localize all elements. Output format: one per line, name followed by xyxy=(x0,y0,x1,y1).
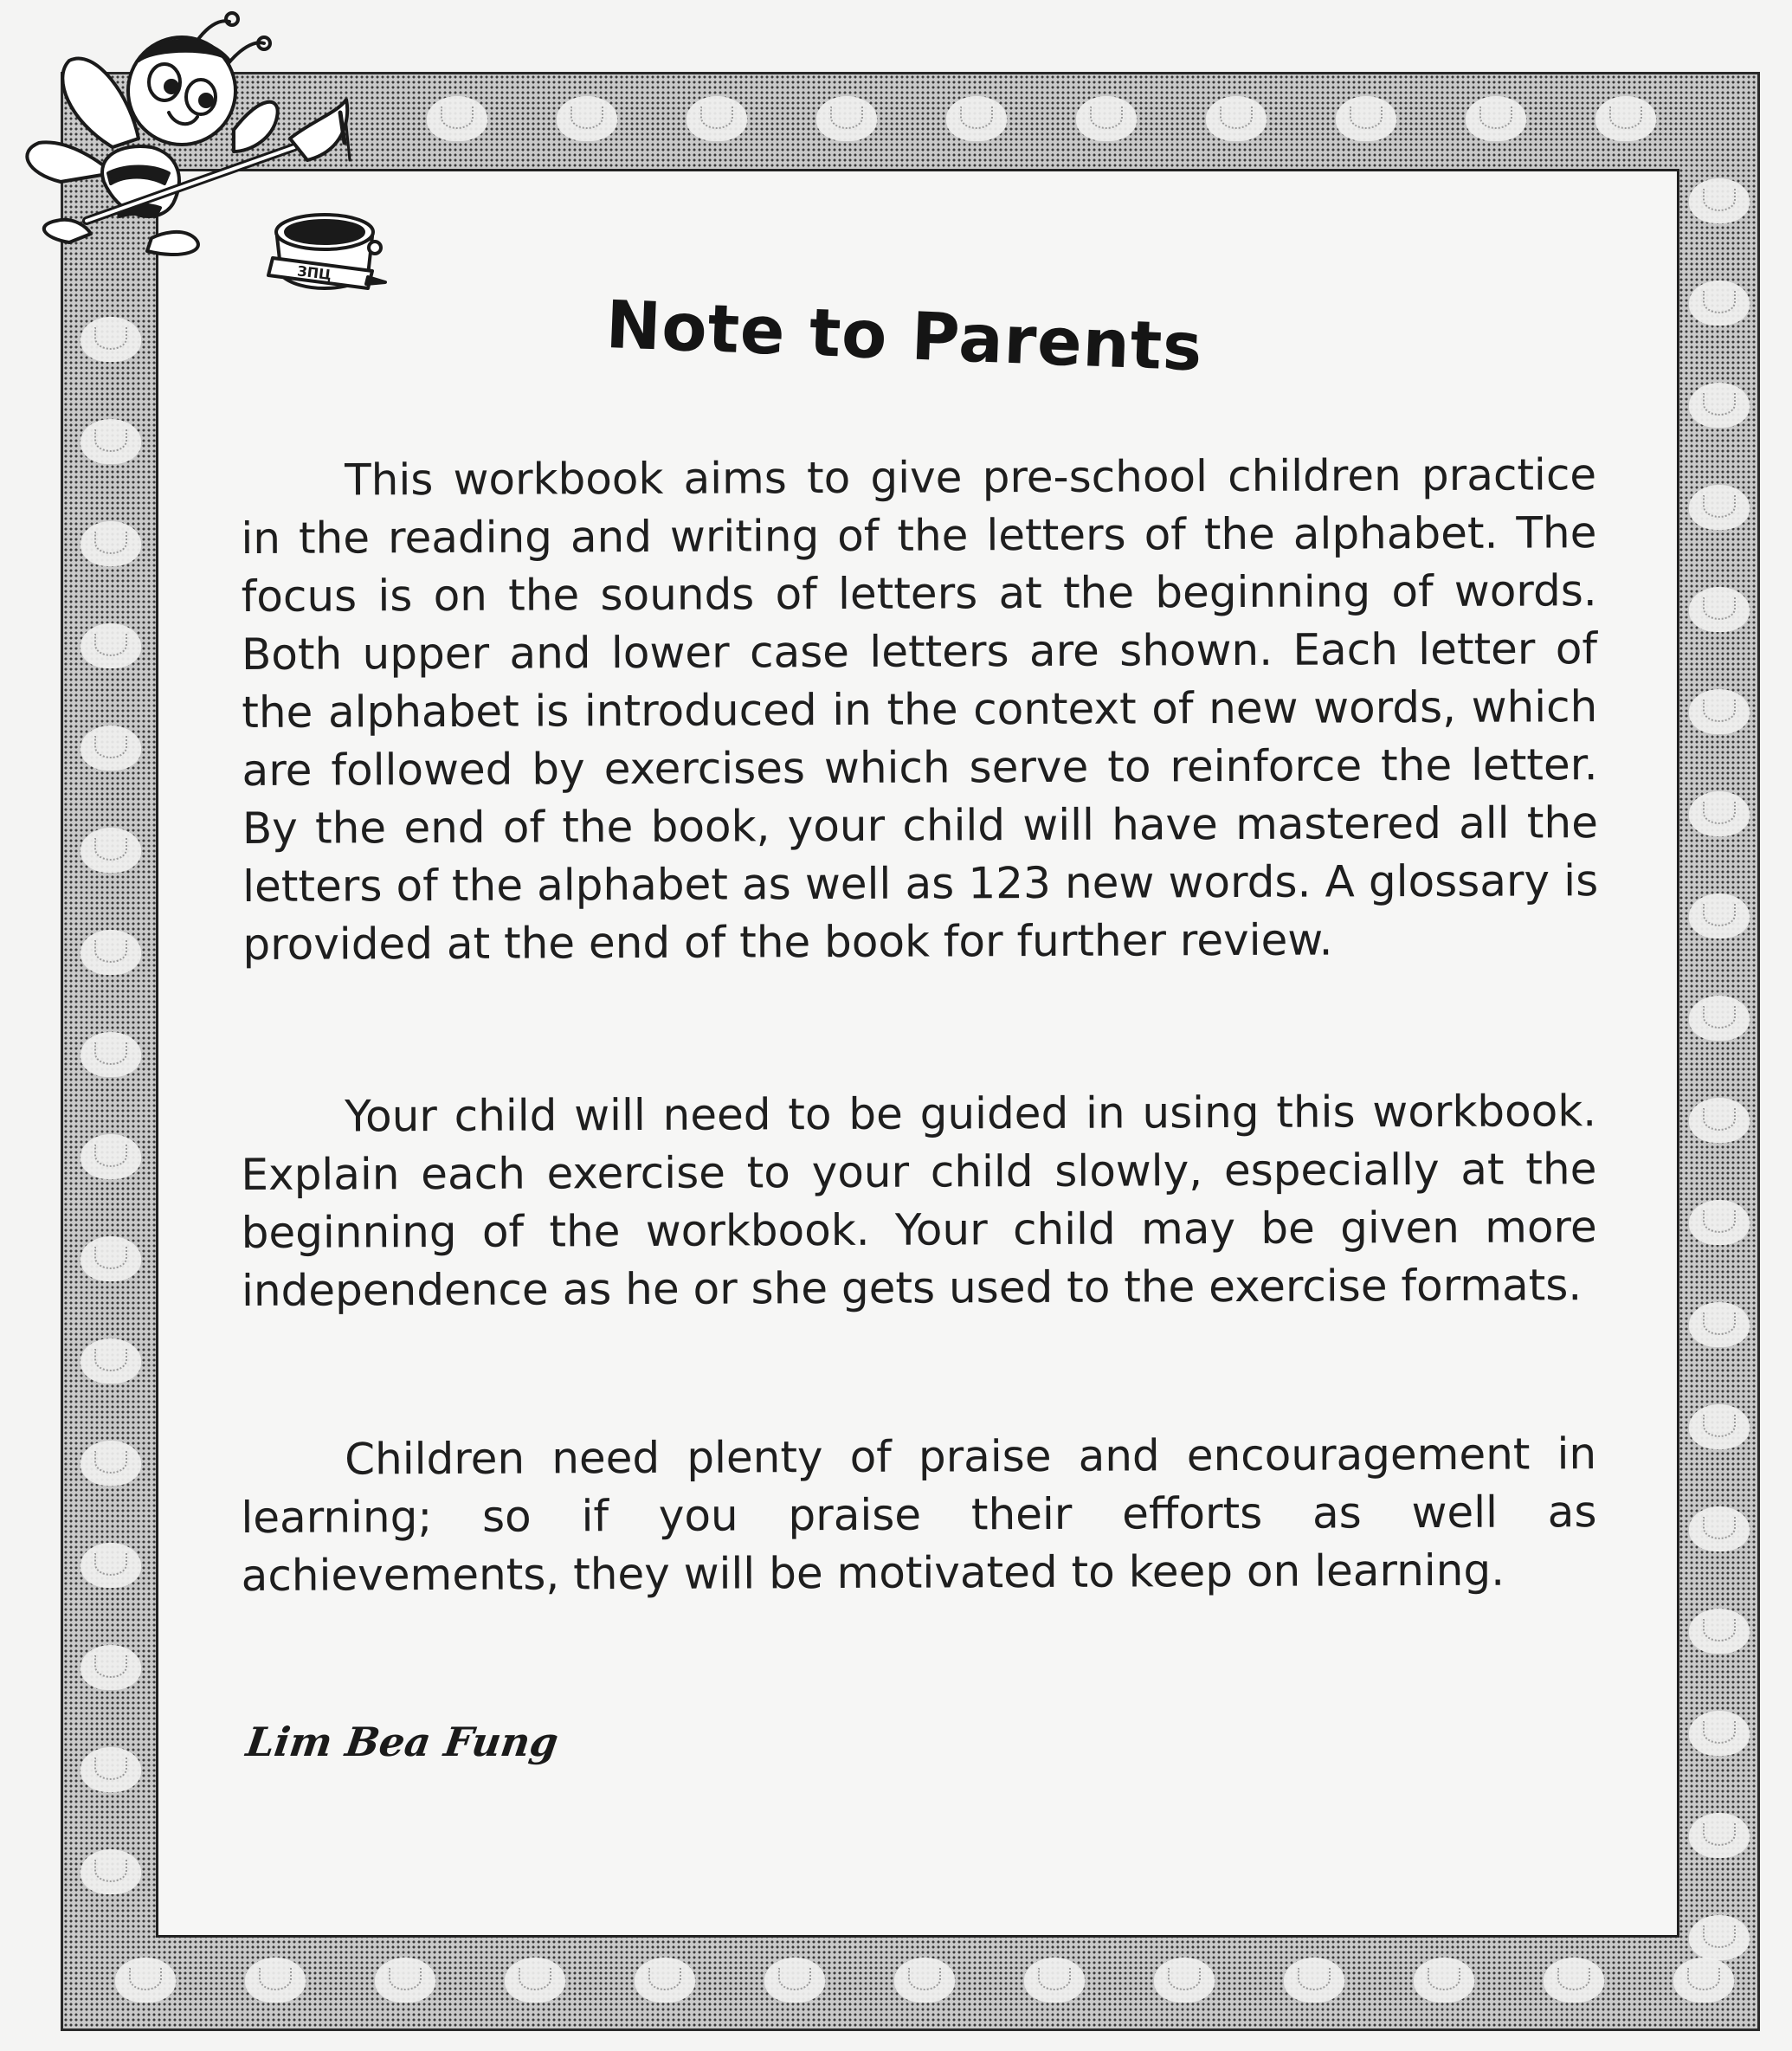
border-motif xyxy=(81,1338,141,1383)
border-motif xyxy=(1689,1302,1750,1347)
border-motif xyxy=(505,1957,565,2003)
paragraph-text: Children need plenty of praise and encouragement in learning; so if you praise their efforts as well as achievements, they will be motivated to keep on learning. xyxy=(241,1429,1597,1601)
border-motif xyxy=(375,1957,435,2003)
border-motif xyxy=(1154,1957,1215,2003)
paragraph-intro xyxy=(241,446,1599,974)
border-motif xyxy=(1466,96,1526,141)
border-motif xyxy=(1689,383,1750,428)
border-motif xyxy=(115,1957,176,2003)
border-motif xyxy=(1673,1957,1734,2003)
border-motif xyxy=(1076,96,1137,141)
border-motif xyxy=(1689,587,1750,632)
border-motif xyxy=(1689,1813,1750,1858)
border-motif xyxy=(687,96,747,141)
border-motif xyxy=(81,930,141,975)
border-motif xyxy=(81,1849,141,1894)
paint-can-icon xyxy=(264,206,394,297)
paragraph-text: Your child will need to be guided in using this workbook. Explain each exercise to your child slowly, especially at the beginning of the workbook. Your child may be given more independence as he or she gets used to the exercise formats. xyxy=(241,1086,1597,1316)
border-motif xyxy=(1689,893,1750,938)
border-motif xyxy=(81,419,141,464)
svg-text:ЗПЦ: ЗПЦ xyxy=(296,262,332,284)
border-motif xyxy=(1689,1200,1750,1245)
border-motif xyxy=(1336,96,1396,141)
border-motif xyxy=(1689,485,1750,530)
border-motif xyxy=(81,726,141,771)
border-motif xyxy=(1414,1957,1474,2003)
paragraph-praise xyxy=(241,1425,1597,1605)
border-motif xyxy=(81,317,141,362)
border-motif xyxy=(1689,791,1750,836)
border-motif xyxy=(894,1957,955,2003)
border-motif xyxy=(1689,689,1750,734)
border-motif xyxy=(1689,1098,1750,1143)
border-motif xyxy=(1689,1609,1750,1654)
border-motif xyxy=(764,1957,825,2003)
border-motif xyxy=(1689,1915,1750,1960)
border-motif xyxy=(1689,1506,1750,1551)
author-signature: Lim Bea Fung xyxy=(243,1719,562,1765)
border-motif xyxy=(1689,178,1750,223)
border-motif xyxy=(245,1957,306,2003)
border-motif xyxy=(81,623,141,668)
border-motif xyxy=(1206,96,1267,141)
border-motif xyxy=(81,1441,141,1486)
border-motif xyxy=(81,1032,141,1077)
border-motif xyxy=(1284,1957,1344,2003)
border-motif xyxy=(1595,96,1656,141)
border-motif xyxy=(81,1236,141,1281)
border-motif xyxy=(1689,281,1750,326)
border-motif xyxy=(1689,1404,1750,1449)
paragraph-guidance xyxy=(241,1082,1597,1320)
border-motif xyxy=(81,1543,141,1588)
border-motif xyxy=(81,1747,141,1792)
border-motif xyxy=(81,828,141,873)
border-motif xyxy=(1544,1957,1604,2003)
border-motif xyxy=(1024,1957,1085,2003)
border-motif xyxy=(1689,996,1750,1041)
paragraph-text: This workbook aims to give pre-school children practice in the reading and writing of the letters of the alphabet. The focus is on the sounds of letters at the beginning of words. Both upper and lower case letters are shown. Each letter of the alphabet is introduced in the context of new words, which are followed by exercises which serve to reinforce the letter. By the end of the book, your child will have mastered all the letters of the alphabet as well as 123 new words. A glossary is provided at the end of the book for further review. xyxy=(241,449,1599,970)
border-motif xyxy=(1689,1711,1750,1756)
border-motif xyxy=(81,1645,141,1690)
content-panel xyxy=(156,169,1679,1938)
page-title: Note to Parents xyxy=(604,286,1204,386)
border-motif xyxy=(816,96,877,141)
border-motif xyxy=(946,96,1007,141)
border-motif xyxy=(557,96,617,141)
border-motif xyxy=(81,1134,141,1179)
border-motif xyxy=(81,521,141,566)
border-motif xyxy=(427,96,487,141)
border-motif xyxy=(635,1957,695,2003)
